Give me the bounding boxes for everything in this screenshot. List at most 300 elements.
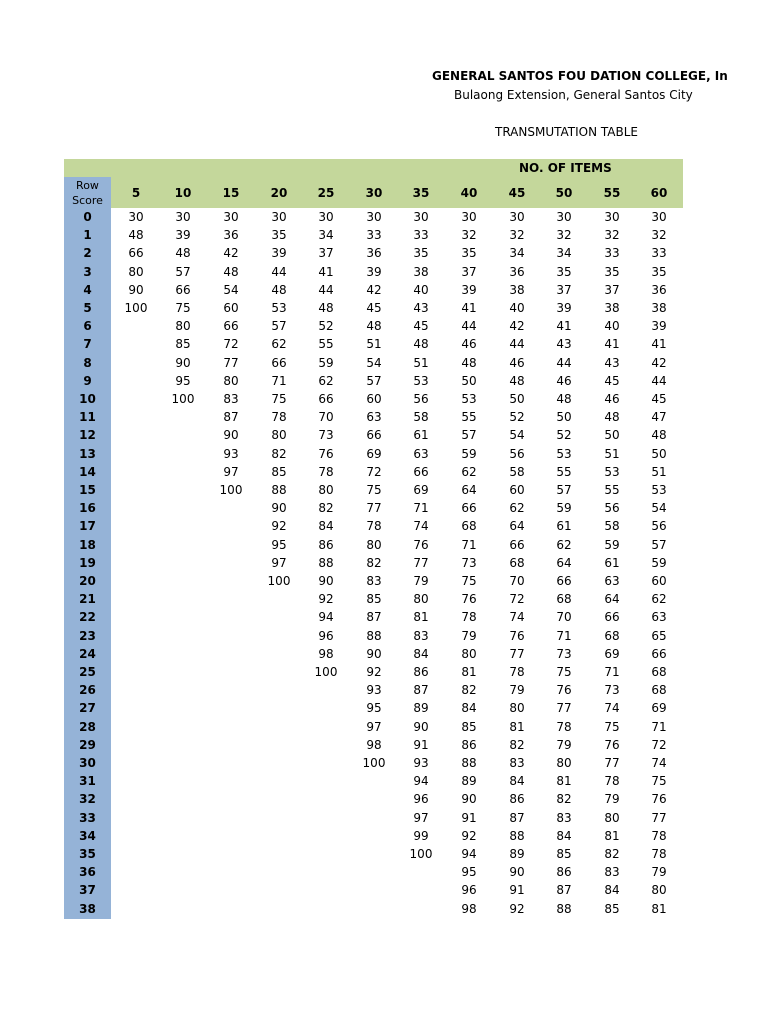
grade-cell: 56 bbox=[413, 392, 429, 406]
grade-cell: 60 bbox=[651, 574, 667, 588]
grade-cell: 30 bbox=[223, 210, 239, 224]
grade-cell: 35 bbox=[271, 228, 287, 243]
grade-cell: 100 bbox=[314, 665, 338, 679]
grade-cell: 40 bbox=[604, 319, 620, 334]
grade-cell: 88 bbox=[556, 901, 572, 916]
grade-cell: 80 bbox=[223, 373, 239, 388]
grade-cell: 51 bbox=[651, 464, 667, 479]
row-score-cell: 20 bbox=[79, 574, 96, 588]
grade-cell: 44 bbox=[461, 319, 477, 334]
grade-cell: 71 bbox=[413, 501, 429, 516]
row-score-cell: 11 bbox=[79, 410, 96, 425]
grade-cell: 85 bbox=[366, 592, 382, 607]
grade-cell: 77 bbox=[223, 355, 239, 370]
grade-cell: 48 bbox=[461, 355, 477, 370]
grade-cell: 55 bbox=[318, 337, 334, 352]
grade-cell: 93 bbox=[223, 446, 239, 461]
grade-cell: 38 bbox=[651, 301, 667, 315]
grade-cell: 66 bbox=[366, 428, 382, 443]
grade-cell: 93 bbox=[366, 683, 382, 698]
grade-cell: 78 bbox=[509, 665, 525, 679]
grade-cell: 68 bbox=[651, 683, 667, 698]
grade-cell: 94 bbox=[461, 847, 477, 861]
grade-cell: 83 bbox=[223, 392, 239, 406]
row-score-cell: 5 bbox=[83, 301, 92, 315]
grade-cell: 100 bbox=[362, 756, 386, 770]
grade-cell: 91 bbox=[509, 883, 525, 898]
grade-cell: 77 bbox=[604, 756, 620, 770]
column-header: 40 bbox=[460, 186, 478, 200]
grade-cell: 91 bbox=[461, 810, 477, 825]
grade-cell: 50 bbox=[461, 373, 477, 388]
grade-cell: 75 bbox=[366, 483, 382, 497]
column-header: 30 bbox=[365, 186, 383, 200]
row-score-header-line1: Row bbox=[76, 179, 99, 192]
grade-cell: 90 bbox=[271, 501, 287, 516]
column-header: 60 bbox=[650, 186, 668, 200]
grade-cell: 84 bbox=[413, 646, 429, 661]
row-score-cell: 30 bbox=[79, 756, 96, 770]
grade-cell: 70 bbox=[318, 410, 334, 425]
column-header: 55 bbox=[603, 186, 621, 200]
grade-cell: 87 bbox=[366, 610, 382, 625]
grade-cell: 51 bbox=[413, 355, 429, 370]
grade-cell: 81 bbox=[509, 719, 525, 734]
grade-cell: 55 bbox=[604, 483, 620, 497]
grade-cell: 85 bbox=[556, 847, 572, 861]
grade-cell: 86 bbox=[556, 865, 572, 880]
grade-cell: 50 bbox=[509, 392, 525, 406]
table-title: TRANSMUTATION TABLE bbox=[495, 125, 639, 139]
column-header: 25 bbox=[317, 186, 335, 200]
grade-cell: 90 bbox=[175, 355, 191, 370]
grade-cell: 71 bbox=[604, 665, 620, 679]
grade-cell: 57 bbox=[366, 373, 382, 388]
grade-cell: 90 bbox=[413, 719, 429, 734]
grade-cell: 61 bbox=[604, 555, 620, 570]
grade-cell: 32 bbox=[509, 228, 525, 243]
grade-cell: 62 bbox=[461, 464, 477, 479]
grade-cell: 80 bbox=[128, 264, 144, 279]
grade-cell: 100 bbox=[409, 847, 433, 861]
grade-cell: 66 bbox=[556, 574, 572, 588]
column-header: 35 bbox=[412, 186, 430, 200]
grade-cell: 82 bbox=[461, 683, 477, 698]
grade-cell: 85 bbox=[271, 464, 287, 479]
row-score-cell: 8 bbox=[83, 355, 92, 370]
grade-cell: 73 bbox=[461, 555, 477, 570]
grade-cell: 90 bbox=[318, 574, 334, 588]
row-score-cell: 21 bbox=[79, 592, 96, 607]
grade-cell: 98 bbox=[461, 901, 477, 916]
grade-cell: 55 bbox=[461, 410, 477, 425]
grade-cell: 30 bbox=[271, 210, 287, 224]
grade-cell: 36 bbox=[651, 282, 667, 297]
grade-cell: 82 bbox=[556, 792, 572, 807]
grade-cell: 53 bbox=[604, 464, 620, 479]
grade-cell: 44 bbox=[651, 373, 667, 388]
column-header: 5 bbox=[131, 186, 141, 200]
grade-cell: 32 bbox=[604, 228, 620, 243]
row-score-cell: 31 bbox=[79, 774, 96, 789]
grade-cell: 79 bbox=[651, 865, 667, 880]
grade-cell: 34 bbox=[509, 246, 525, 261]
grade-cell: 83 bbox=[556, 810, 572, 825]
grade-cell: 59 bbox=[651, 555, 667, 570]
grade-cell: 48 bbox=[223, 264, 239, 279]
grade-cell: 74 bbox=[413, 519, 429, 534]
grade-cell: 58 bbox=[604, 519, 620, 534]
grade-cell: 98 bbox=[366, 737, 382, 752]
grade-cell: 83 bbox=[366, 574, 382, 588]
grade-cell: 92 bbox=[318, 592, 334, 607]
grade-cell: 59 bbox=[556, 501, 572, 516]
grade-cell: 30 bbox=[413, 210, 429, 224]
grade-cell: 92 bbox=[271, 519, 287, 534]
grade-cell: 78 bbox=[651, 828, 667, 843]
grade-cell: 84 bbox=[318, 519, 334, 534]
grade-cell: 66 bbox=[271, 355, 287, 370]
grade-cell: 81 bbox=[556, 774, 572, 789]
grade-cell: 62 bbox=[509, 501, 525, 516]
grade-cell: 63 bbox=[366, 410, 382, 425]
column-header: 50 bbox=[555, 186, 573, 200]
grade-cell: 33 bbox=[651, 246, 667, 261]
grade-cell: 66 bbox=[604, 610, 620, 625]
grade-cell: 39 bbox=[271, 246, 287, 261]
grade-cell: 30 bbox=[556, 210, 572, 224]
grade-cell: 66 bbox=[509, 537, 525, 552]
grade-cell: 65 bbox=[651, 628, 667, 643]
grade-cell: 30 bbox=[604, 210, 620, 224]
grade-cell: 73 bbox=[604, 683, 620, 698]
grade-cell: 87 bbox=[509, 810, 525, 825]
grade-cell: 77 bbox=[509, 646, 525, 661]
grade-cell: 46 bbox=[556, 373, 572, 388]
row-score-cell: 38 bbox=[79, 901, 96, 916]
grade-cell: 38 bbox=[413, 264, 429, 279]
grade-cell: 57 bbox=[556, 483, 572, 497]
grade-cell: 82 bbox=[366, 555, 382, 570]
grade-cell: 62 bbox=[556, 537, 572, 552]
grade-cell: 56 bbox=[604, 501, 620, 516]
grade-cell: 73 bbox=[556, 646, 572, 661]
row-score-cell: 34 bbox=[79, 828, 96, 843]
grade-cell: 75 bbox=[271, 392, 287, 406]
row-score-cell: 32 bbox=[79, 792, 96, 807]
grade-cell: 69 bbox=[413, 483, 429, 497]
grade-cell: 38 bbox=[509, 282, 525, 297]
grade-cell: 35 bbox=[461, 246, 477, 261]
college-address: Bulaong Extension, General Santos City bbox=[454, 88, 693, 102]
grade-cell: 33 bbox=[413, 228, 429, 243]
column-header: 20 bbox=[270, 186, 288, 200]
grade-cell: 90 bbox=[223, 428, 239, 443]
grade-cell: 39 bbox=[651, 319, 667, 334]
grade-cell: 30 bbox=[461, 210, 477, 224]
grade-cell: 53 bbox=[461, 392, 477, 406]
grade-cell: 80 bbox=[318, 483, 334, 497]
grade-cell: 92 bbox=[509, 901, 525, 916]
grade-cell: 84 bbox=[509, 774, 525, 789]
grade-cell: 48 bbox=[366, 319, 382, 334]
row-score-cell: 27 bbox=[79, 701, 96, 716]
grade-cell: 71 bbox=[556, 628, 572, 643]
grade-cell: 92 bbox=[366, 665, 382, 679]
grade-cell: 53 bbox=[651, 483, 667, 497]
grade-cell: 93 bbox=[413, 756, 429, 770]
grade-cell: 62 bbox=[651, 592, 667, 607]
grade-cell: 92 bbox=[461, 828, 477, 843]
grade-cell: 84 bbox=[461, 701, 477, 716]
grade-cell: 40 bbox=[413, 282, 429, 297]
grade-cell: 82 bbox=[509, 737, 525, 752]
grade-cell: 45 bbox=[651, 392, 667, 406]
grade-cell: 99 bbox=[413, 828, 429, 843]
grade-cell: 74 bbox=[651, 756, 667, 770]
grade-cell: 30 bbox=[175, 210, 191, 224]
grade-cell: 95 bbox=[366, 701, 382, 716]
row-score-cell: 4 bbox=[83, 282, 92, 297]
grade-cell: 48 bbox=[413, 337, 429, 352]
row-score-cell: 26 bbox=[79, 683, 96, 698]
row-score-cell: 2 bbox=[83, 246, 92, 261]
grade-cell: 38 bbox=[604, 301, 620, 315]
row-score-cell: 6 bbox=[83, 319, 92, 334]
grade-cell: 50 bbox=[604, 428, 620, 443]
grade-cell: 61 bbox=[413, 428, 429, 443]
grade-cell: 79 bbox=[604, 792, 620, 807]
grade-cell: 41 bbox=[556, 319, 572, 334]
grade-cell: 36 bbox=[223, 228, 239, 243]
grade-cell: 63 bbox=[604, 574, 620, 588]
grade-cell: 61 bbox=[556, 519, 572, 534]
grade-cell: 74 bbox=[509, 610, 525, 625]
grade-cell: 69 bbox=[651, 701, 667, 716]
grade-cell: 64 bbox=[604, 592, 620, 607]
grade-cell: 83 bbox=[413, 628, 429, 643]
grade-cell: 42 bbox=[509, 319, 525, 334]
grade-cell: 48 bbox=[604, 410, 620, 425]
row-score-cell: 1 bbox=[83, 228, 92, 243]
grade-cell: 68 bbox=[509, 555, 525, 570]
no-of-items-header: NO. OF ITEMS bbox=[519, 161, 612, 175]
grade-cell: 50 bbox=[651, 446, 667, 461]
grade-cell: 100 bbox=[219, 483, 243, 497]
grade-cell: 79 bbox=[509, 683, 525, 698]
grade-cell: 81 bbox=[413, 610, 429, 625]
grade-cell: 100 bbox=[267, 574, 291, 588]
grade-cell: 59 bbox=[461, 446, 477, 461]
grade-cell: 72 bbox=[509, 592, 525, 607]
grade-cell: 77 bbox=[366, 501, 382, 516]
row-score-cell: 3 bbox=[83, 264, 92, 279]
grade-cell: 57 bbox=[651, 537, 667, 552]
grade-cell: 78 bbox=[318, 464, 334, 479]
grade-cell: 88 bbox=[461, 756, 477, 770]
grade-cell: 36 bbox=[366, 246, 382, 261]
grade-cell: 37 bbox=[556, 282, 572, 297]
grade-cell: 44 bbox=[271, 264, 287, 279]
column-header: 10 bbox=[174, 186, 192, 200]
grade-cell: 51 bbox=[366, 337, 382, 352]
row-score-cell: 29 bbox=[79, 737, 96, 752]
grade-cell: 72 bbox=[223, 337, 239, 352]
grade-cell: 33 bbox=[366, 228, 382, 243]
grade-cell: 97 bbox=[271, 555, 287, 570]
grade-cell: 35 bbox=[604, 264, 620, 279]
grade-cell: 82 bbox=[271, 446, 287, 461]
row-score-cell: 15 bbox=[79, 483, 96, 497]
grade-cell: 80 bbox=[461, 646, 477, 661]
grade-cell: 71 bbox=[271, 373, 287, 388]
grade-cell: 32 bbox=[556, 228, 572, 243]
grade-cell: 47 bbox=[651, 410, 667, 425]
row-score-header-line2: Score bbox=[72, 194, 103, 207]
grade-cell: 35 bbox=[651, 264, 667, 279]
grade-cell: 78 bbox=[556, 719, 572, 734]
grade-cell: 54 bbox=[223, 282, 239, 297]
grade-cell: 35 bbox=[556, 264, 572, 279]
grade-cell: 35 bbox=[413, 246, 429, 261]
grade-cell: 74 bbox=[604, 701, 620, 716]
grade-cell: 95 bbox=[461, 865, 477, 880]
grade-cell: 52 bbox=[318, 319, 334, 334]
grade-cell: 75 bbox=[604, 719, 620, 734]
row-score-header bbox=[64, 178, 111, 208]
grade-cell: 78 bbox=[366, 519, 382, 534]
grade-cell: 39 bbox=[461, 282, 477, 297]
row-score-cell: 14 bbox=[79, 464, 96, 479]
grade-cell: 77 bbox=[651, 810, 667, 825]
grade-cell: 89 bbox=[413, 701, 429, 716]
grade-cell: 66 bbox=[175, 282, 191, 297]
row-score-cell: 10 bbox=[79, 392, 96, 406]
grade-cell: 76 bbox=[556, 683, 572, 698]
grade-cell: 97 bbox=[413, 810, 429, 825]
grade-cell: 87 bbox=[223, 410, 239, 425]
college-name: GENERAL SANTOS FOU DATION COLLEGE, In bbox=[432, 69, 728, 83]
grade-cell: 63 bbox=[651, 610, 667, 625]
grade-cell: 30 bbox=[651, 210, 667, 224]
grade-cell: 78 bbox=[651, 847, 667, 861]
grade-cell: 86 bbox=[318, 537, 334, 552]
grade-cell: 81 bbox=[651, 901, 667, 916]
grade-cell: 72 bbox=[366, 464, 382, 479]
grade-cell: 100 bbox=[171, 392, 195, 406]
grade-cell: 58 bbox=[413, 410, 429, 425]
grade-cell: 79 bbox=[413, 574, 429, 588]
grade-cell: 91 bbox=[413, 737, 429, 752]
grade-cell: 60 bbox=[223, 301, 239, 315]
grade-cell: 88 bbox=[366, 628, 382, 643]
grade-cell: 63 bbox=[413, 446, 429, 461]
grade-cell: 43 bbox=[413, 301, 429, 315]
grade-cell: 30 bbox=[128, 210, 144, 224]
grade-cell: 55 bbox=[556, 464, 572, 479]
grade-cell: 48 bbox=[651, 428, 667, 443]
grade-cell: 54 bbox=[509, 428, 525, 443]
grade-cell: 69 bbox=[604, 646, 620, 661]
grade-cell: 94 bbox=[318, 610, 334, 625]
grade-cell: 62 bbox=[271, 337, 287, 352]
grade-cell: 85 bbox=[175, 337, 191, 352]
grade-cell: 30 bbox=[318, 210, 334, 224]
grade-cell: 51 bbox=[604, 446, 620, 461]
grade-cell: 58 bbox=[509, 464, 525, 479]
grade-cell: 71 bbox=[651, 719, 667, 734]
row-score-cell: 7 bbox=[83, 337, 92, 352]
row-score-cell: 37 bbox=[79, 883, 96, 898]
grade-cell: 75 bbox=[461, 574, 477, 588]
grade-cell: 39 bbox=[366, 264, 382, 279]
row-score-cell: 35 bbox=[79, 847, 96, 861]
grade-cell: 76 bbox=[413, 537, 429, 552]
grade-cell: 83 bbox=[509, 756, 525, 770]
grade-cell: 81 bbox=[461, 665, 477, 679]
grade-cell: 37 bbox=[461, 264, 477, 279]
grade-cell: 60 bbox=[509, 483, 525, 497]
row-score-cell: 9 bbox=[83, 373, 92, 388]
grade-cell: 68 bbox=[651, 665, 667, 679]
grade-cell: 85 bbox=[604, 901, 620, 916]
grade-cell: 76 bbox=[604, 737, 620, 752]
row-score-cell: 16 bbox=[79, 501, 96, 516]
grade-cell: 46 bbox=[509, 355, 525, 370]
grade-cell: 80 bbox=[271, 428, 287, 443]
grade-cell: 68 bbox=[556, 592, 572, 607]
grade-cell: 39 bbox=[175, 228, 191, 243]
grade-cell: 66 bbox=[318, 392, 334, 406]
grade-cell: 84 bbox=[604, 883, 620, 898]
grade-cell: 77 bbox=[413, 555, 429, 570]
grade-cell: 81 bbox=[604, 828, 620, 843]
grade-cell: 37 bbox=[318, 246, 334, 261]
grade-cell: 45 bbox=[413, 319, 429, 334]
grade-cell: 86 bbox=[509, 792, 525, 807]
grade-cell: 30 bbox=[509, 210, 525, 224]
grade-cell: 90 bbox=[366, 646, 382, 661]
grade-cell: 48 bbox=[271, 282, 287, 297]
grade-cell: 44 bbox=[318, 282, 334, 297]
grade-cell: 46 bbox=[604, 392, 620, 406]
grade-cell: 39 bbox=[556, 301, 572, 315]
grade-cell: 78 bbox=[271, 410, 287, 425]
grade-cell: 48 bbox=[556, 392, 572, 406]
grade-cell: 53 bbox=[556, 446, 572, 461]
grade-cell: 53 bbox=[271, 301, 287, 315]
grade-cell: 53 bbox=[413, 373, 429, 388]
grade-cell: 88 bbox=[271, 483, 287, 497]
row-score-cell: 17 bbox=[79, 519, 96, 534]
grade-cell: 75 bbox=[556, 665, 572, 679]
grade-cell: 90 bbox=[461, 792, 477, 807]
grade-cell: 44 bbox=[509, 337, 525, 352]
grade-cell: 84 bbox=[556, 828, 572, 843]
grade-cell: 80 bbox=[413, 592, 429, 607]
grade-cell: 95 bbox=[175, 373, 191, 388]
grade-cell: 80 bbox=[509, 701, 525, 716]
grade-cell: 96 bbox=[413, 792, 429, 807]
grade-cell: 95 bbox=[271, 537, 287, 552]
grade-cell: 88 bbox=[318, 555, 334, 570]
grade-cell: 41 bbox=[461, 301, 477, 315]
grade-cell: 32 bbox=[651, 228, 667, 243]
grade-cell: 45 bbox=[604, 373, 620, 388]
grade-cell: 66 bbox=[461, 501, 477, 516]
grade-cell: 86 bbox=[413, 665, 429, 679]
grade-cell: 85 bbox=[461, 719, 477, 734]
